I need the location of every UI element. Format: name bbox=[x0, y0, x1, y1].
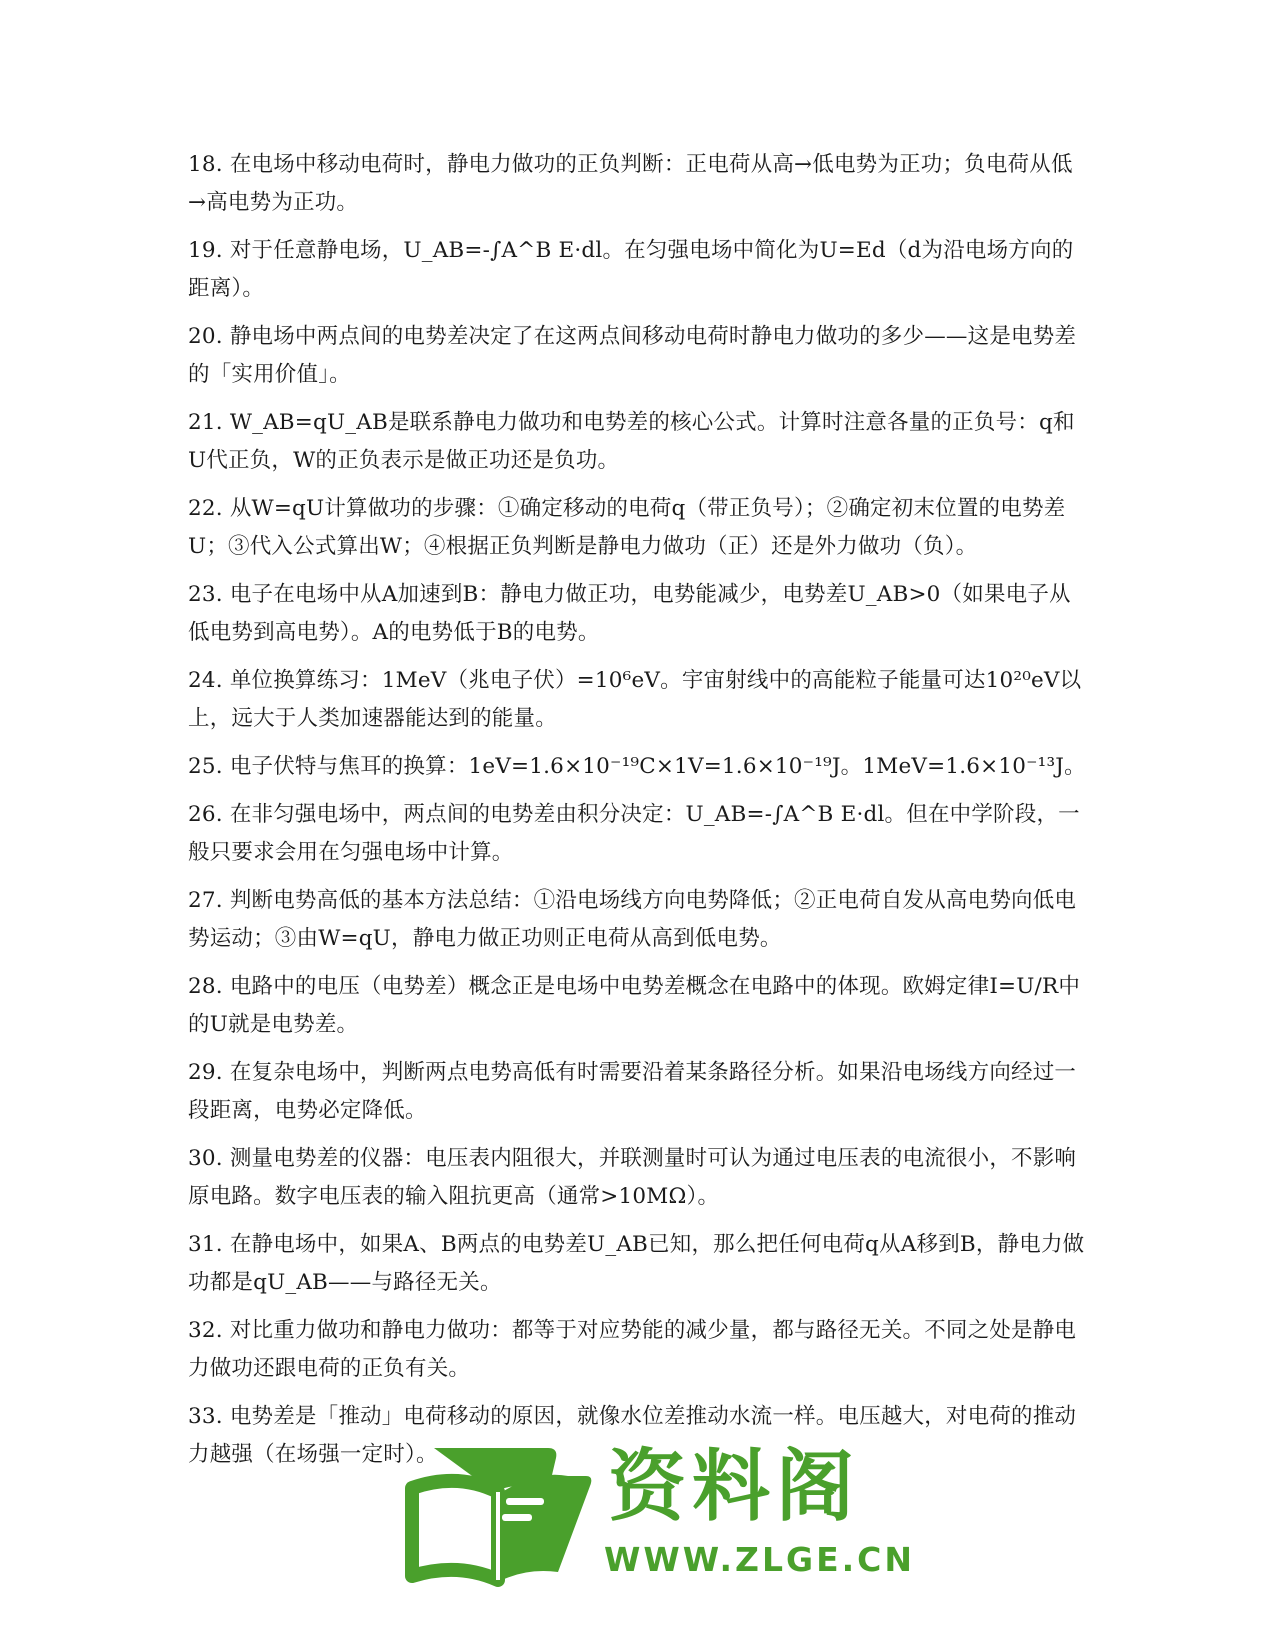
document-body bbox=[188, 146, 1088, 1484]
list-item: 31. 在静电场中，如果A、B两点的电势差U_AB已知，那么把任何电荷q从A移到B，静电力做功都是qU_AB——与路径无关。 bbox=[188, 1232, 1085, 1295]
list-item: 22. 从W=qU计算做功的步骤：①确定移动的电荷q（带正负号）；②确定初末位置的电势差U；③代入公式算出W；④根据正负判断是静电力做功（正）还是外力做功（负）。 bbox=[188, 496, 1066, 559]
list-item: 33. 电势差是「推动」电荷移动的原因，就像水位差推动水流一样。电压越大，对电荷的推动力越强（在场强一定时）。 bbox=[188, 1404, 1077, 1467]
list-item: 21. W_AB=qU_AB是联系静电力做功和电势差的核心公式。计算时注意各量的正负号：q和U代正负，W的正负表示是做正功还是负功。 bbox=[188, 410, 1075, 473]
site-logo bbox=[398, 1440, 916, 1590]
open-book-icon bbox=[398, 1440, 598, 1590]
list-item: 19. 对于任意静电场，U_AB=-∫A^B E·dl。在匀强电场中简化为U=Ed（d为沿电场方向的距离）。 bbox=[188, 238, 1074, 301]
logo-url: WWW.ZLGE.CN bbox=[604, 1540, 916, 1579]
list-item: 20. 静电场中两点间的电势差决定了在这两点间移动电荷时静电力做功的多少——这是电势差的「实用价值」。 bbox=[188, 324, 1077, 387]
list-item: 29. 在复杂电场中，判断两点电势高低有时需要沿着某条路径分析。如果沿电场线方向经过一段距离，电势必定降低。 bbox=[188, 1060, 1077, 1123]
list-item: 28. 电路中的电压（电势差）概念正是电场中电势差概念在电路中的体现。欧姆定律I=U/R中的U就是电势差。 bbox=[188, 974, 1081, 1037]
logo-title: 资料阁 bbox=[608, 1442, 861, 1532]
list-item: 23. 电子在电场中从A加速到B：静电力做正功，电势能减少，电势差U_AB>0（如果电子从低电势到高电势）。A的电势低于B的电势。 bbox=[188, 582, 1071, 645]
list-item: 32. 对比重力做功和静电力做功：都等于对应势能的减少量，都与路径无关。不同之处是静电力做功还跟电荷的正负有关。 bbox=[188, 1318, 1077, 1381]
list-item: 30. 测量电势差的仪器：电压表内阻很大，并联测量时可认为通过电压表的电流很小，不影响原电路。数字电压表的输入阻抗更高（通常>10MΩ）。 bbox=[188, 1146, 1077, 1209]
list-item: 27. 判断电势高低的基本方法总结：①沿电场线方向电势降低；②正电荷自发从高电势向低电势运动；③由W=qU，静电力做正功则正电荷从高到低电势。 bbox=[188, 888, 1077, 951]
list-item: 26. 在非匀强电场中，两点间的电势差由积分决定：U_AB=-∫A^B E·dl。但在中学阶段，一般只要求会用在匀强电场中计算。 bbox=[188, 802, 1080, 865]
list-item: 25. 电子伏特与焦耳的换算：1eV=1.6×10⁻¹⁹C×1V=1.6×10⁻¹⁹J。1MeV=1.6×10⁻¹³J。 bbox=[188, 754, 1086, 779]
list-item: 18. 在电场中移动电荷时，静电力做功的正负判断：正电荷从高→低电势为正功；负电荷从低→高电势为正功。 bbox=[188, 152, 1073, 215]
list-item: 24. 单位换算练习：1MeV（兆电子伏）=10⁶eV。宇宙射线中的高能粒子能量可达10²⁰eV以上，远大于人类加速器能达到的能量。 bbox=[188, 668, 1082, 731]
